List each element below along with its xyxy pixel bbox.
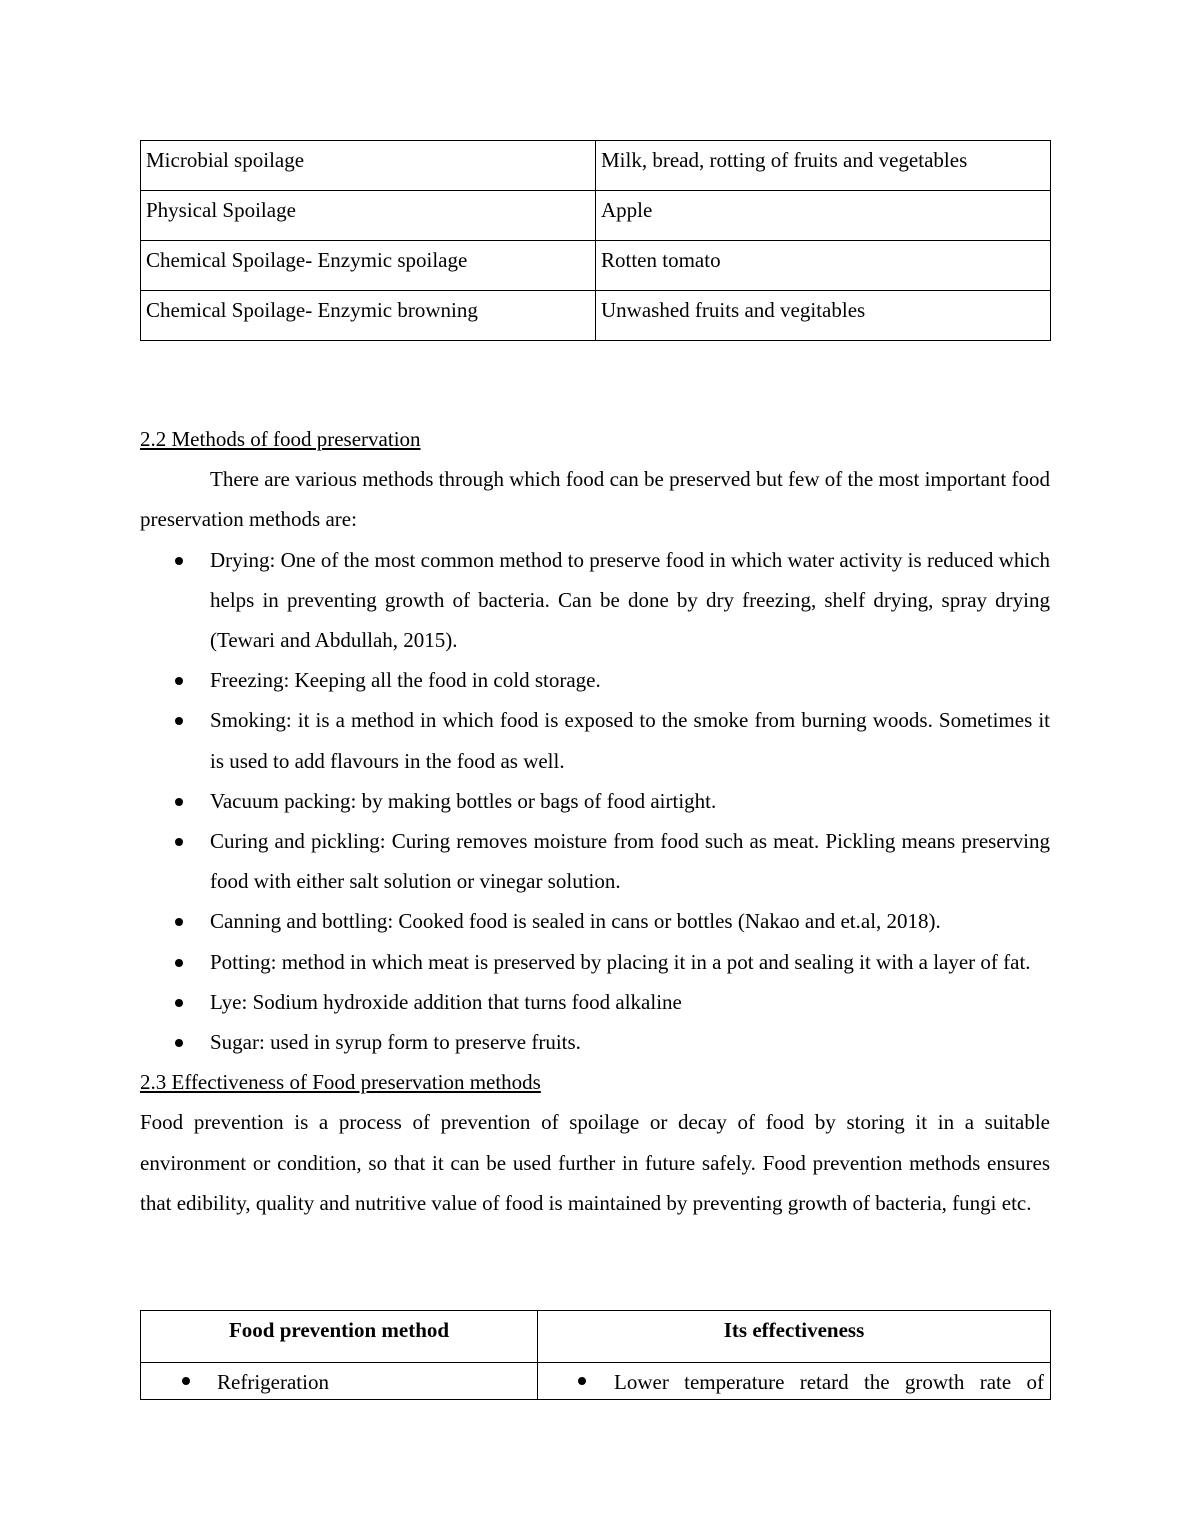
section-heading-methods: 2.2 Methods of food preservation [140, 427, 421, 451]
table-row [141, 291, 1051, 341]
list-item-text: Canning and bottling: Cooked food is sealed in cans or bottles (Nakao and et.al, 2018). [210, 909, 941, 934]
list-item [140, 942, 1050, 982]
spoilage-type-cell: Chemical Spoilage- Enzymic browning [141, 291, 596, 341]
list-item [140, 901, 1050, 941]
list-item [140, 821, 1050, 901]
list-item [140, 660, 1050, 700]
table-row [141, 241, 1051, 291]
section-heading-effectiveness: 2.3 Effectiveness of Food preservation methods [140, 1070, 541, 1095]
spoilage-type-cell: Physical Spoilage [141, 191, 596, 241]
methods-intro-paragraph: There are various methods through which food can be preserved but few of the most important food preservation methods are: [140, 467, 1050, 532]
bullet-icon [182, 1377, 190, 1385]
method-cell [141, 1363, 538, 1400]
table-row [141, 191, 1051, 241]
table-row [141, 141, 1051, 191]
table-header-row [141, 1311, 1051, 1363]
bullet-icon [175, 557, 183, 565]
spoilage-type-cell: Chemical Spoilage- Enzymic spoilage [141, 241, 596, 291]
preservation-methods-list [140, 540, 1050, 1063]
spoilage-example-cell: Unwashed fruits and vegitables [596, 291, 1051, 341]
effect-text: Lower temperature retard the growth rate of [614, 1370, 1044, 1394]
list-item-text: Sugar: used in syrup form to preserve fruits. [210, 1030, 581, 1055]
list-item-text: Drying: One of the most common method to preserve food in which water activity is reduced which helps in preventing growth of bacteria. Can be done by dry freezing, shelf drying, spray drying (Tewari and Abdullah, 2015). [210, 547, 1050, 653]
effectiveness-paragraph: Food prevention is a process of prevention of spoilage or decay of food by storing it in a suitable environment or condition, so that it can be used further in future safely. Food prevention methods ensures that edibility, quality and nutritive value of food is maintained by preventing growth of bacteria, fungi etc. [140, 1110, 1050, 1215]
list-item-text: Potting: method in which meat is preserved by placing it in a pot and sealing it with a layer of fat. [210, 949, 1031, 974]
list-item-text: Freezing: Keeping all the food in cold storage. [210, 668, 601, 693]
method-text: Refrigeration [217, 1370, 329, 1394]
list-item [140, 700, 1050, 780]
column-header-effectiveness: Its effectiveness [538, 1311, 1051, 1363]
list-item [140, 1022, 1050, 1062]
list-item-text: Curing and pickling: Curing removes moisture from food such as meat. Pickling means preserving food with either salt solution or vinegar solution. [210, 829, 1050, 894]
spoilage-example-cell: Rotten tomato [596, 241, 1051, 291]
spoilage-example-cell: Apple [596, 191, 1051, 241]
table-row [141, 1363, 1051, 1400]
bullet-icon [175, 959, 183, 967]
spoilage-example-cell: Milk, bread, rotting of fruits and vegetables [596, 141, 1051, 191]
effect-cell [538, 1363, 1051, 1400]
list-item-text: Lye: Sodium hydroxide addition that turns food alkaline [210, 989, 682, 1014]
spoilage-type-cell: Microbial spoilage [141, 141, 596, 191]
list-item [140, 982, 1050, 1022]
list-item [140, 781, 1050, 821]
bullet-icon [175, 1039, 183, 1047]
list-item-text: Vacuum packing: by making bottles or bags of food airtight. [210, 788, 717, 813]
bullet-icon [175, 717, 183, 725]
bullet-icon [175, 677, 183, 685]
bullet-icon [175, 999, 183, 1007]
bullet-icon [175, 918, 183, 926]
spoilage-table [140, 140, 1051, 341]
bullet-icon [175, 838, 183, 846]
column-header-method: Food prevention method [141, 1311, 538, 1363]
bullet-icon [175, 798, 183, 806]
document-body [140, 419, 1050, 1223]
effectiveness-table [140, 1310, 1051, 1400]
list-item [140, 540, 1050, 661]
list-item-text: Smoking: it is a method in which food is exposed to the smoke from burning woods. Sometimes it is used to add flavours in the food as well. [210, 708, 1050, 773]
bullet-icon [578, 1377, 586, 1385]
